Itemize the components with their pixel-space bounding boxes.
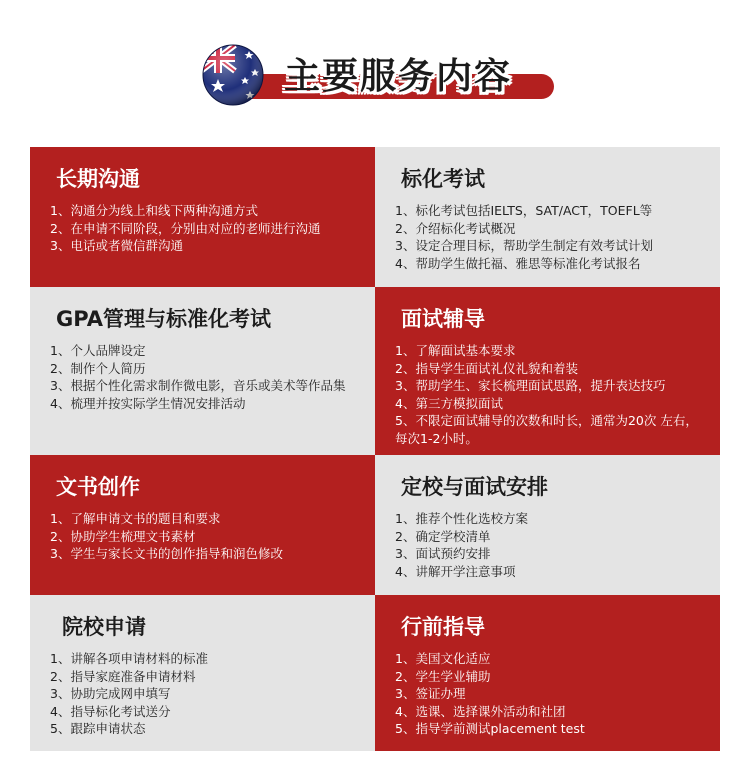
list-item: 2、制作个人简历 [50,360,146,376]
card-heading: 文书创作 [56,475,140,499]
list-item: 4、第三方模拟面试 [395,395,503,411]
list-item: 4、指导标化考试送分 [50,703,171,719]
list-item: 5、跟踪申请状态 [50,721,146,737]
page-title: 主要服务内容 [284,56,513,97]
list-item: 2、在申请不同阶段，分别由对应的老师进行沟通 [50,220,321,236]
service-card-interview-coaching [375,287,720,455]
list-item: 2、协助学生梳理文书素材 [50,528,196,544]
service-card-gpa-management [30,287,375,455]
list-item: 3、签证办理 [395,686,466,702]
list-item: 3、帮助学生、家长梳理面试思路，提升表达技巧 [395,378,666,394]
services-grid [30,147,720,751]
card-heading: 行前指导 [401,615,485,639]
card-item-list [395,202,653,272]
list-item: 1、推荐个性化选校方案 [395,511,528,526]
list-item: 1、了解面试基本要求 [395,343,516,358]
card-item-list [50,342,345,412]
card-item-list [395,510,528,580]
list-item: 2、学生学业辅助 [395,668,491,684]
list-item: 1、了解申请文书的题目和要求 [50,511,221,526]
card-item-list [50,650,208,738]
card-heading: 长期沟通 [56,167,140,191]
list-item: 4、选课、选择课外活动和社团 [395,703,566,719]
service-card-essay-writing [30,455,375,595]
list-item: 4、讲解开学注意事项 [395,563,516,579]
list-item: 3、根据个性化需求制作微电影，音乐或美术等作品集 [50,378,346,394]
card-heading: 定校与面试安排 [401,475,548,499]
list-item: 4、梳理并按实际学生情况安排活动 [50,395,246,411]
australia-flag-globe-icon [201,43,265,107]
page-header [0,0,750,140]
list-item: 3、学生与家长文书的创作指导和润色修改 [50,546,283,562]
list-item: 4、帮助学生做托福、雅思等标准化考试报名 [395,255,641,271]
card-heading: 标化考试 [401,167,485,191]
list-item: 5、不限定面试辅导的次数和时长，通常为20次 左右，每次1-2小时。 [395,413,698,446]
service-card-pre-departure [375,595,720,751]
list-item: 1、美国文化适应 [395,651,491,666]
list-item: 1、个人品牌设定 [50,343,146,358]
service-card-communication [30,147,375,287]
card-heading: 院校申请 [62,615,146,639]
card-item-list [395,650,585,738]
card-item-list [50,510,283,563]
list-item: 2、确定学校清单 [395,528,491,544]
list-item: 2、指导学生面试礼仪礼貌和着装 [395,360,578,376]
list-item: 1、标化考试包括IELTS，SAT/ACT，TOEFL等 [395,203,653,218]
list-item: 2、指导家庭准备申请材料 [50,668,196,684]
service-card-standardized-tests [375,147,720,287]
service-card-college-application [30,595,375,751]
list-item: 3、电话或者微信群沟通 [50,238,183,254]
list-item: 2、介绍标化考试概况 [395,220,516,236]
card-heading: 面试辅导 [401,307,485,331]
list-item: 3、协助完成网申填写 [50,686,171,702]
list-item: 3、设定合理目标，帮助学生制定有效考试计划 [395,238,653,254]
card-heading: GPA管理与标准化考试 [56,307,271,331]
list-item: 1、讲解各项申请材料的标准 [50,651,208,666]
card-item-list [50,202,320,255]
list-item: 5、指导学前测试placement test [395,721,585,737]
list-item: 1、沟通分为线上和线下两种沟通方式 [50,203,258,218]
card-item-list [395,342,705,448]
service-card-school-selection [375,455,720,595]
list-item: 3、面试预约安排 [395,546,491,562]
